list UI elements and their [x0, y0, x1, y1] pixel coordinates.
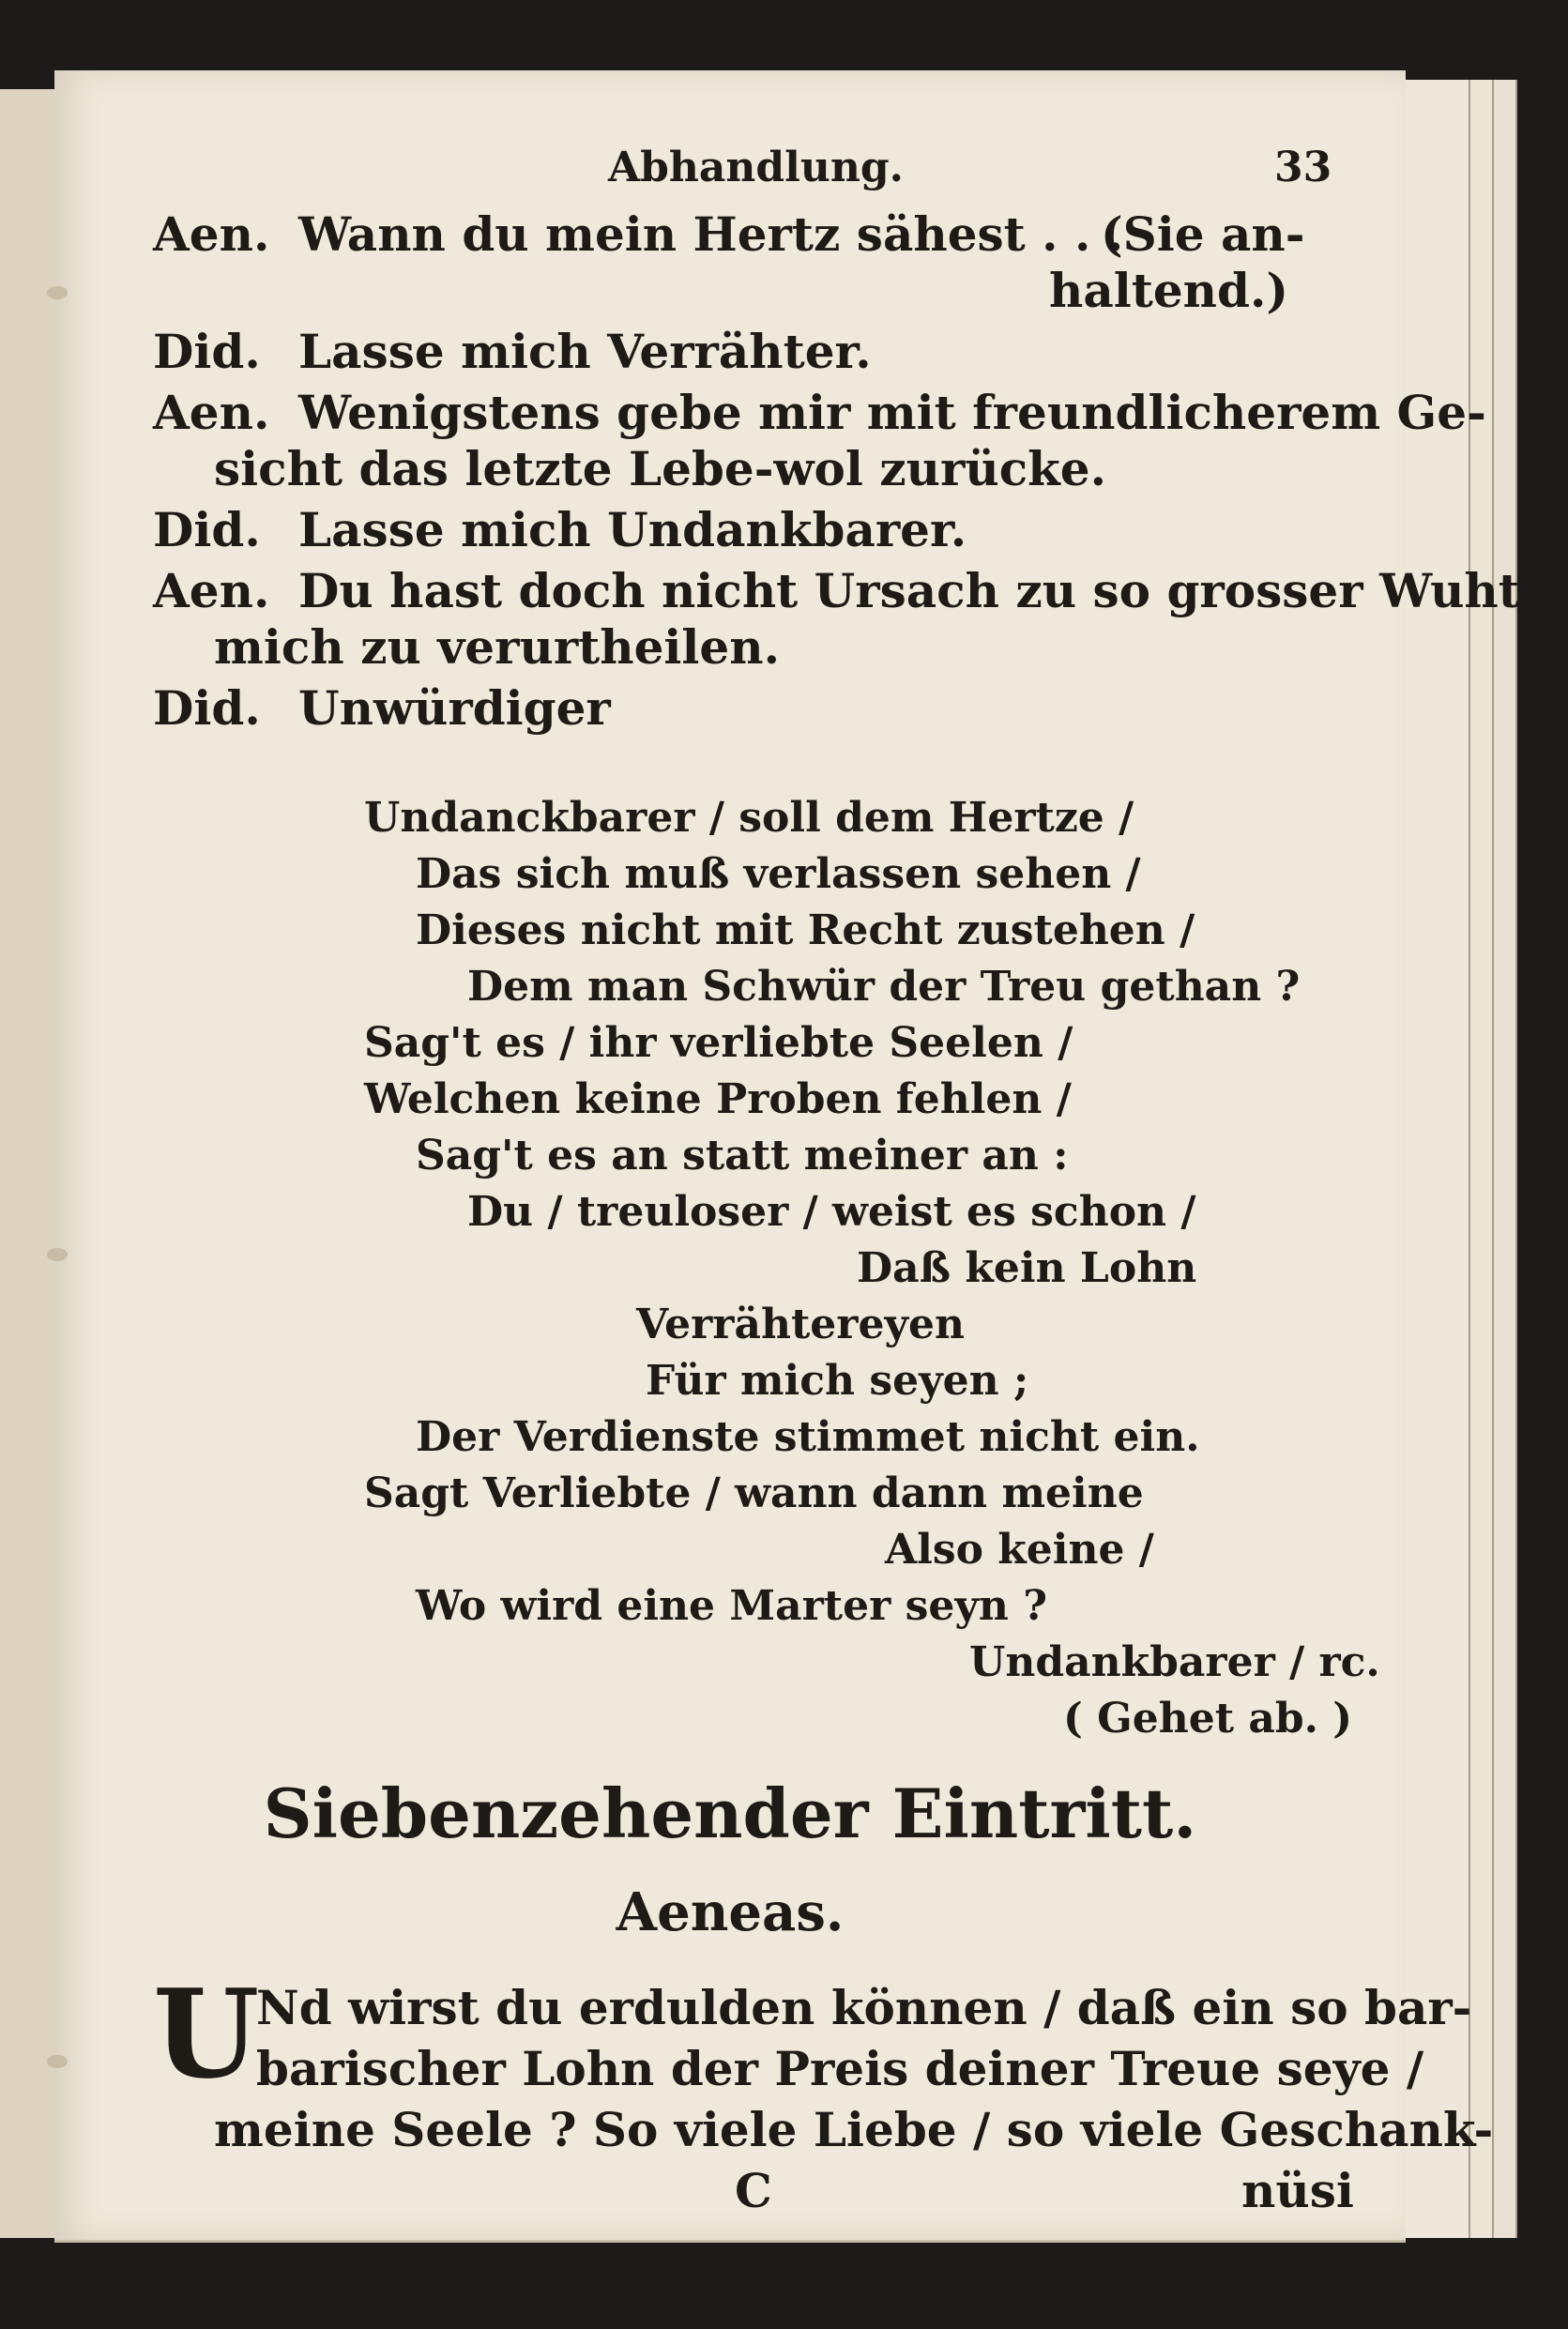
- dialogue-line: [153, 206, 1124, 262]
- dialogue-text: Wenigstens gebe mir mit freundlicherem Ge-: [298, 385, 1486, 440]
- dialogue-text: Du hast doch nicht Ursach zu so grosser Wuht: [298, 563, 1520, 618]
- dialogue-continuation: sicht das letzte Lebe-wol zurücke.: [214, 441, 1107, 496]
- facing-page-edge: [0, 89, 60, 2238]
- aria-refrain: Undankbarer / rc.: [969, 1638, 1380, 1686]
- dialogue-text: Lasse mich Verrähter.: [298, 324, 872, 379]
- aria-line: Welchen keine Proben fehlen /: [364, 1075, 1072, 1123]
- running-head: Abhandlung.: [608, 144, 904, 191]
- scene-heading: Siebenzehender Eintritt.: [263, 1773, 1197, 1853]
- stage-direction: (Sie an-: [1101, 206, 1305, 262]
- aria-line: Du / treuloser / weist es schon /: [467, 1188, 1196, 1236]
- dialogue-line: [153, 680, 611, 736]
- aria-line: Sag't es / ihr verliebte Seelen /: [364, 1019, 1073, 1067]
- aria-line: Wo wird eine Marter seyn ?: [416, 1582, 1047, 1630]
- dialogue-line: [153, 385, 1486, 440]
- page-number: 33: [1274, 144, 1332, 191]
- dialogue-continuation: mich zu verurtheilen.: [214, 619, 780, 675]
- prose-line: meine Seele ? So viele Liebe / so viele Geschank-: [214, 2102, 1494, 2157]
- catchword: nüsi: [1241, 2163, 1354, 2218]
- prose-line: Nd wirst du erdulden können / daß ein so bar-: [256, 1980, 1472, 2035]
- book-page: [54, 70, 1520, 2243]
- aria-line: Sag't es an statt meiner an :: [416, 1132, 1069, 1180]
- speaker-label: Aen.: [153, 206, 270, 262]
- drop-cap: U: [153, 1962, 260, 2106]
- stage-direction: haltend.): [1049, 263, 1289, 318]
- speaker-label: Aen.: [153, 563, 270, 618]
- speaker-label: Did.: [153, 502, 261, 557]
- aria-line: Dem man Schwür der Treu gethan ?: [467, 963, 1301, 1011]
- dialogue-text: Wann du mein Hertz sähest . . .: [298, 206, 1124, 262]
- aria-line: Das sich muß verlassen sehen /: [416, 850, 1141, 898]
- scene-speaker: Aeneas.: [616, 1881, 845, 1943]
- page-text: [54, 70, 1520, 2240]
- speaker-label: Did.: [153, 680, 261, 736]
- stage-direction: ( Gehet ab. ): [1063, 1695, 1353, 1743]
- aria-line: Für mich seyen ;: [646, 1357, 1029, 1405]
- aria-line: Verrähtereyen: [636, 1301, 966, 1348]
- aria-line: Undanckbarer / soll dem Hertze /: [364, 794, 1134, 842]
- prose-line: barischer Lohn der Preis deiner Treue seye /: [256, 2041, 1424, 2096]
- aria-line: Daß kein Lohn: [857, 1244, 1197, 1292]
- dialogue-line: [153, 324, 872, 379]
- dialogue-text: Lasse mich Undankbarer.: [298, 502, 967, 557]
- aria-line: Dieses nicht mit Recht zustehen /: [416, 906, 1195, 954]
- dialogue-text: Unwürdiger: [298, 680, 611, 736]
- aria-line: Der Verdienste stimmet nicht ein.: [416, 1413, 1200, 1461]
- signature-mark: C: [735, 2163, 772, 2218]
- speaker-label: Did.: [153, 324, 261, 379]
- dialogue-line: [153, 502, 967, 557]
- aria-line: Sagt Verliebte / wann dann meine: [364, 1469, 1144, 1517]
- aria-line: Also keine /: [885, 1526, 1154, 1574]
- speaker-label: Aen.: [153, 385, 270, 440]
- dialogue-line: [153, 563, 1520, 618]
